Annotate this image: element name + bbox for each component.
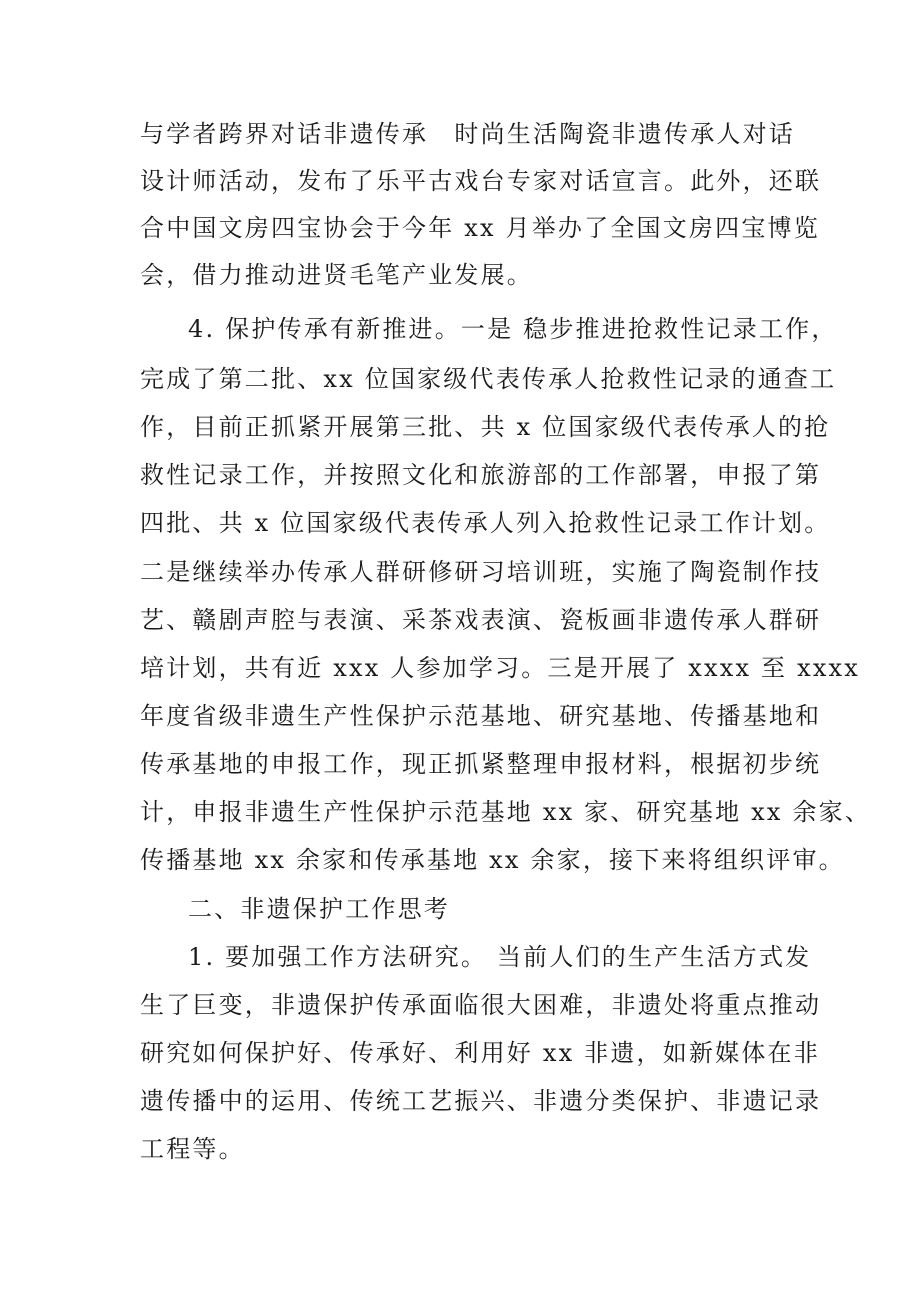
text-line: 计，申报非遗生产性保护示范基地 xx 家、研究基地 xx 余家、 [140, 798, 872, 826]
text-line: 传播基地 xx 余家和传承基地 xx 余家，接下来将组织评审。 [140, 846, 845, 874]
paragraph-heading-4: 4. 保护传承有新推进。一是 稳步推进抢救性记录工作， [188, 315, 838, 343]
text-line: 传承基地的申报工作，现正抓紧整理申报材料，根据初步统 [140, 750, 822, 778]
text-line: 艺、赣剧声腔与表演、采茶戏表演、瓷板画非遗传承人群研 [140, 606, 822, 634]
text-line: 四批、共 x 位国家级代表传承人列入抢救性记录工作计划。 [140, 509, 831, 537]
text-line: 与学者跨界对话非遗传承 时尚生活陶瓷非遗传承人对话 [140, 120, 795, 148]
section-heading: 二、非遗保护工作思考 [188, 895, 450, 923]
text-line: 会，借力推动进贤毛笔产业发展。 [140, 261, 533, 289]
text-line: 生了巨变，非遗保护传承面临很大困难，非遗处将重点推动 [140, 991, 822, 1019]
text-line: 培计划，共有近 xxx 人参加学习。三是开展了 xxxx 至 xxxx [140, 654, 861, 682]
paragraph-heading-1: 1. 要加强工作方法研究。 当前人们的生产生活方式发 [188, 943, 812, 971]
text-line: 完成了第二批、xx 位国家级代表传承人抢救性记录的通查工 [140, 365, 837, 393]
text-line: 救性记录工作，并按照文化和旅游部的工作部署，申报了第 [140, 461, 822, 489]
text-line: 研究如何保护好、传承好、利用好 xx 非遗，如新媒体在非 [140, 1039, 820, 1067]
text-line: 年度省级非遗生产性保护示范基地、研究基地、传播基地和 [140, 702, 822, 730]
text-line: 工程等。 [140, 1135, 245, 1163]
text-line: 合中国文房四宝协会于今年 xx 月举办了全国文房四宝博览 [140, 214, 820, 242]
text-line: 二是继续举办传承人群研修研习培训班，实施了陶瓷制作技 [140, 558, 822, 586]
text-line: 作，目前正抓紧开展第三批、共 x 位国家级代表传承人的抢 [140, 413, 831, 441]
text-line: 设计师活动，发布了乐平古戏台专家对话宣言。此外，还联 [140, 167, 822, 195]
text-line: 遗传播中的运用、传统工艺振兴、非遗分类保护、非遗记录 [140, 1087, 822, 1115]
